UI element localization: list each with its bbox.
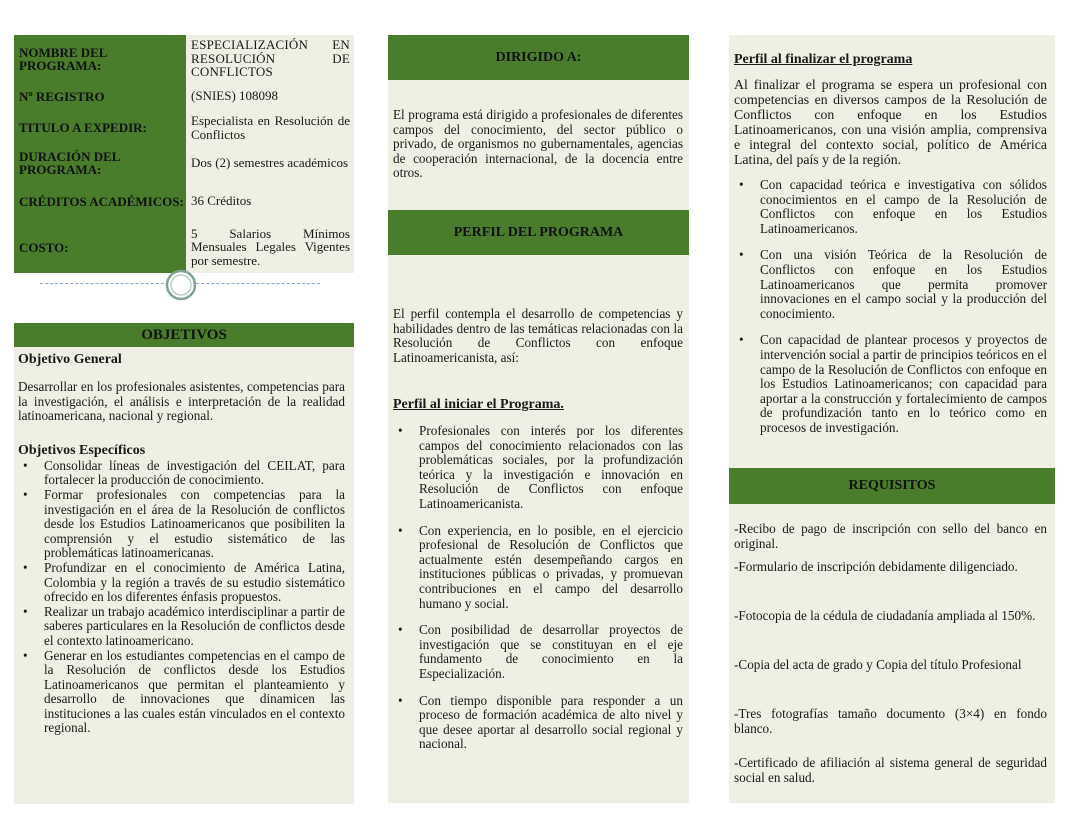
objetivos-heading: OBJETIVOS	[14, 323, 354, 347]
list-item: • Con capacidad de plantear procesos y proyectos de intervención social a partir de principios teóricos en el campo de la Resolución de Conflictos con enfoque en los Estudios Latinoamericanos; con capacidad para aportar a la construcción y fortalecimiento de campos de profundización tanto en lo teórico como en procesos de investigación.	[734, 333, 1047, 435]
list-item: • Con posibilidad de desarrollar proyectos de investigación que se constituyan en el eje fundamento de conocimiento en la Especialización.	[393, 623, 683, 681]
objetivo-general-text: Desarrollar en los profesionales asistentes, competencias para la investigación, el análisis e interpretación de la realidad latinoamericana, nacional y regional.	[18, 379, 345, 424]
list-item: • Con una visión Teórica de la Resolución de Conflictos con enfoque en los Estudios Latinoamericanos que permita promover innovaciones en el campo social y la producción del conocimiento.	[734, 248, 1047, 321]
list-item: • Formar profesionales con competencias para la investigación en el área de la Resolución de conflictos desde los Estudios Latinoamericanos que posibiliten la comprensión y el estudio sistemático de las problemáticas latinoamericanas.	[18, 488, 345, 561]
info-row-costo	[14, 221, 354, 273]
info-label: CRÉDITOS ACADÉMICOS:	[14, 181, 186, 221]
info-row-duracion	[14, 145, 354, 181]
right-panel	[729, 35, 1055, 803]
info-label: COSTO:	[14, 221, 186, 273]
list-item: • Con tiempo disponible para responder a un proceso de formación académica de alto nivel y que desee aportar al desarrollo social regional y nacional.	[393, 694, 683, 752]
info-row-registro	[14, 82, 354, 110]
perfil-final-title: Perfil al finalizar el programa	[734, 52, 913, 67]
perfil-inicio-title: Perfil al iniciar el Programa.	[393, 397, 564, 412]
info-row-creditos	[14, 181, 354, 221]
objetivo-general-title: Objetivo General	[18, 352, 122, 367]
info-value: Dos (2) semestres académicos	[186, 145, 354, 181]
ring-ornament-icon	[165, 269, 197, 301]
objetivos-especificos-title: Objetivos Específicos	[18, 442, 146, 458]
requisito-item: -Copia del acta de grado y Copia del título Profesional	[734, 657, 1022, 672]
perfil-programa-text: El perfil contempla el desarrollo de competencias y habilidades dentro de las temáticas relacionadas con la Resolución de Conflictos con enfoque Latinoamericanista, así:	[393, 306, 683, 365]
dirigido-heading: DIRIGIDO A:	[388, 35, 689, 80]
info-row-titulo	[14, 110, 354, 145]
requisito-item: -Formulario de inscripción debidamente diligenciado.	[734, 559, 1018, 574]
info-value: 36 Créditos	[186, 181, 354, 221]
info-value: ESPECIALIZACIÓN EN RESOLUCIÓN DE CONFLICTOS	[186, 35, 354, 82]
perfil-final-list	[734, 178, 1047, 436]
perfil-inicio-list	[393, 424, 683, 752]
list-item: • Generar en los estudiantes competencias en el campo de la Resolución de conflictos desde los Estudios Latinoamericanos que permitan el planteamiento y desarrollo de innovaciones que dinamicen las instituciones a las cuales están vinculados en el contexto regional.	[18, 649, 345, 737]
requisitos-heading: REQUISITOS	[729, 468, 1055, 504]
list-item: • Con experiencia, en lo posible, en el ejercicio profesional de Resolución de Conflictos que actualmente estén desempeñando cargos en instituciones públicas o privadas, y promuevan contribuciones en el campo del desarrollo humano y social.	[393, 524, 683, 612]
perfil-final-text: Al finalizar el programa se espera un profesional con competencias en diversos campos de la Resolución de Conflictos con enfoque en los Estudios Latinoamericanos, con una visión amplia, comprensiva e integral del contexto social, político de América Latina, del país y de la región.	[734, 77, 1047, 167]
middle-panel	[388, 35, 689, 803]
dirigido-text: El programa está dirigido a profesionales de diferentes campos del conocimiento, del sector público o privado, de organismos no gubernamentales, agencias de cooperación internacional, de la docencia entre otros.	[393, 107, 683, 181]
requisito-item: -Tres fotografías tamaño documento (3×4) en fondo blanco.	[734, 706, 1047, 736]
info-label: TITULO A EXPEDIR:	[14, 110, 186, 145]
list-item: • Profundizar en el conocimiento de América Latina, Colombia y la región a través de su estudio sistemático ofrecido en los diferentes énfasis propuestos.	[18, 561, 345, 605]
program-info-table	[14, 35, 354, 273]
requisito-item: -Certificado de afiliación al sistema general de seguridad social en salud.	[734, 755, 1047, 785]
perfil-programa-heading: PERFIL DEL PROGRAMA	[388, 210, 689, 255]
list-item: • Consolidar líneas de investigación del CEILAT, para fortalecer la producción de conocimiento.	[18, 459, 345, 488]
list-item: • Profesionales con interés por los diferentes campos del conocimiento relacionados con las problemáticas sociales, por la profundización teórica y la investigación e innovación en Resolución de Conflictos con enfoque Latinoamericanista.	[393, 424, 683, 512]
info-label: Nº REGISTRO	[14, 82, 186, 110]
objetivos-especificos-list	[18, 459, 345, 736]
info-row-nombre	[14, 35, 354, 82]
info-value: Especialista en Resolución de Conflictos	[186, 110, 354, 145]
info-value: 5 Salarios Mínimos Mensuales Legales Vigentes por semestre.	[186, 221, 354, 273]
info-label: DURACIÓN DEL PROGRAMA:	[14, 145, 186, 181]
info-value: (SNIES) 108098	[186, 82, 354, 110]
requisito-item: -Fotocopia de la cédula de ciudadanía ampliada al 150%.	[734, 608, 1036, 623]
list-item: • Realizar un trabajo académico interdisciplinar a partir de saberes particulares en la Resolución de conflictos desde el contexto latinoamericano.	[18, 605, 345, 649]
objetivos-panel	[14, 323, 354, 804]
list-item: • Con capacidad teórica e investigativa con sólidos conocimientos en el campo de la Resolución de Conflictos con enfoque en los Estudios Latinoamericanos.	[734, 178, 1047, 236]
info-label: NOMBRE DEL PROGRAMA:	[14, 35, 186, 82]
requisito-item: -Recibo de pago de inscripción con sello del banco en original.	[734, 521, 1047, 551]
